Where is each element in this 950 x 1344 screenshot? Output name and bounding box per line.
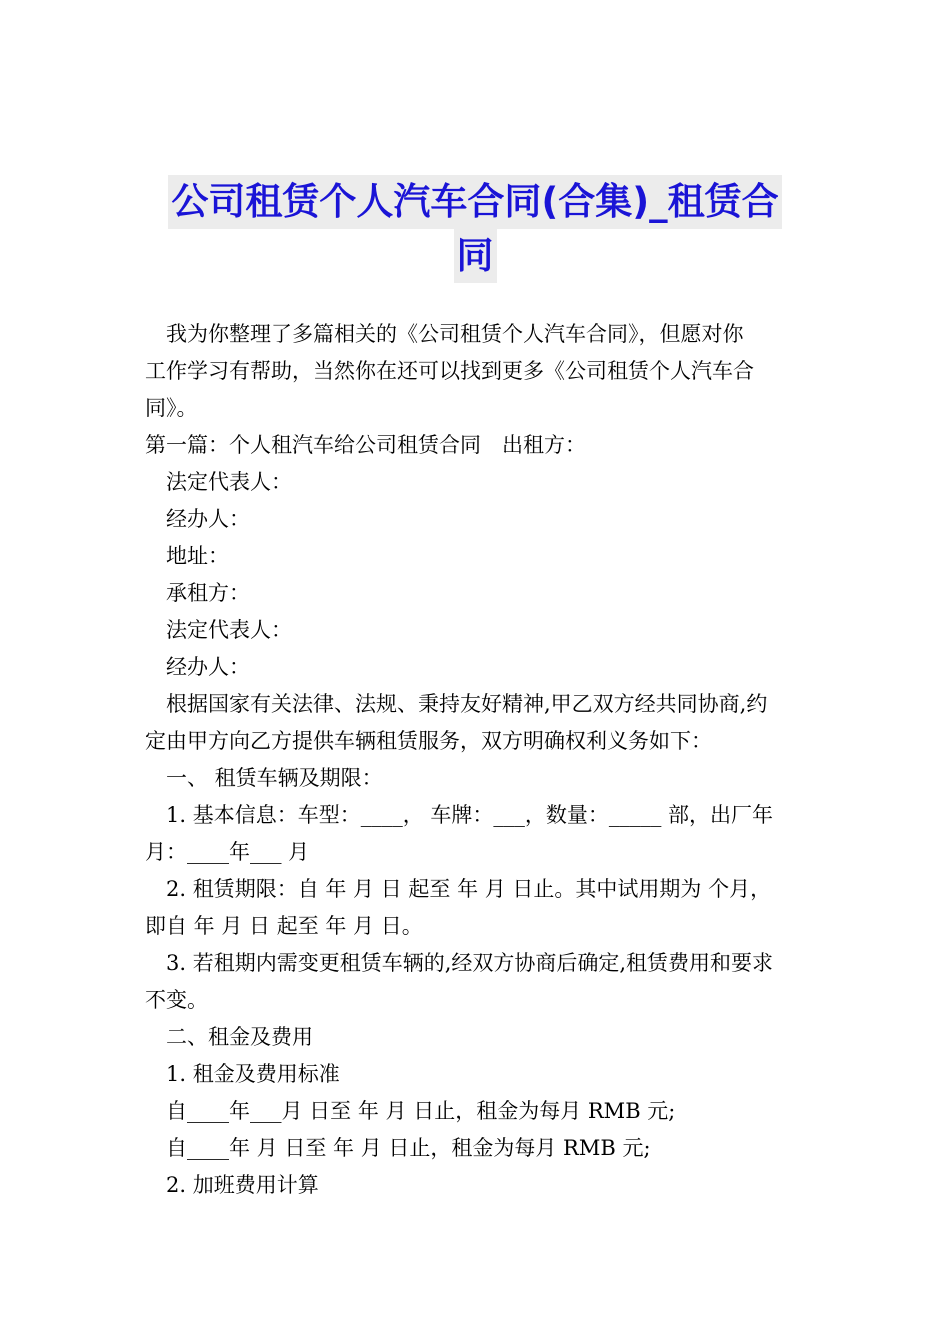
field-address: 地址： xyxy=(166,544,229,568)
preamble-line-2: 定由甲方向乙方提供车辆租赁服务，双方明确权利义务如下： xyxy=(145,729,712,753)
clause-heading-1: 一、 租赁车辆及期限： xyxy=(166,766,383,790)
field-legal-rep-lessor: 法定代表人： xyxy=(166,470,292,494)
clause-1-1-line-2: 月：____年___ 月 xyxy=(145,840,310,864)
field-lessee: 承租方： xyxy=(166,581,250,605)
clause-1-3-line-1: 3. 若租期内需变更租赁车辆的,经双方协商后确定,租赁费用和要求 xyxy=(166,951,774,975)
clause-1-2-line-2: 即自 年 月 日 起至 年 月 日。 xyxy=(145,914,423,938)
preamble-line-1: 根据国家有关法律、法规、秉持友好精神,甲乙双方经共同协商,约 xyxy=(166,692,768,716)
field-agent-lessor: 经办人： xyxy=(166,507,250,531)
clause-1-3-line-2: 不变。 xyxy=(145,988,208,1012)
clause-heading-2: 二、租金及费用 xyxy=(166,1025,313,1049)
rent-period-1: 自____年___月 日至 年 月 日止，租金为每月 RMB 元; xyxy=(166,1099,676,1123)
clause-1-2-line-1: 2. 租赁期限：自 年 月 日 起至 年 月 日止。其中试用期为 个月， xyxy=(166,877,772,901)
clause-2-2: 2. 加班费用计算 xyxy=(166,1173,319,1197)
intro-line-2: 工作学习有帮助，当然你在还可以找到更多《公司租赁个人汽车合 xyxy=(145,359,754,383)
field-agent-lessee: 经办人： xyxy=(166,655,250,679)
intro-line-3: 同》。 xyxy=(145,396,198,420)
intro-line-1: 我为你整理了多篇相关的《公司租赁个人汽车合同》，但愿对你 xyxy=(166,322,744,346)
clause-1-1-line-1: 1. 基本信息：车型：____， 车牌：___，数量：_____ 部，出厂年 xyxy=(166,803,774,827)
title-line-1: 公司租赁个人汽车合同(合集)_租赁合 xyxy=(168,175,781,229)
rent-period-2: 自____年 月 日至 年 月 日止，租金为每月 RMB 元; xyxy=(166,1136,651,1160)
title-line-2: 同 xyxy=(454,229,497,283)
document-body xyxy=(145,316,807,1204)
clause-2-1: 1. 租金及费用标准 xyxy=(166,1062,340,1086)
document-title xyxy=(145,175,805,283)
field-legal-rep-lessee: 法定代表人： xyxy=(166,618,292,642)
section-heading-1: 第一篇：个人租汽车给公司租赁合同 出租方： xyxy=(145,433,586,457)
